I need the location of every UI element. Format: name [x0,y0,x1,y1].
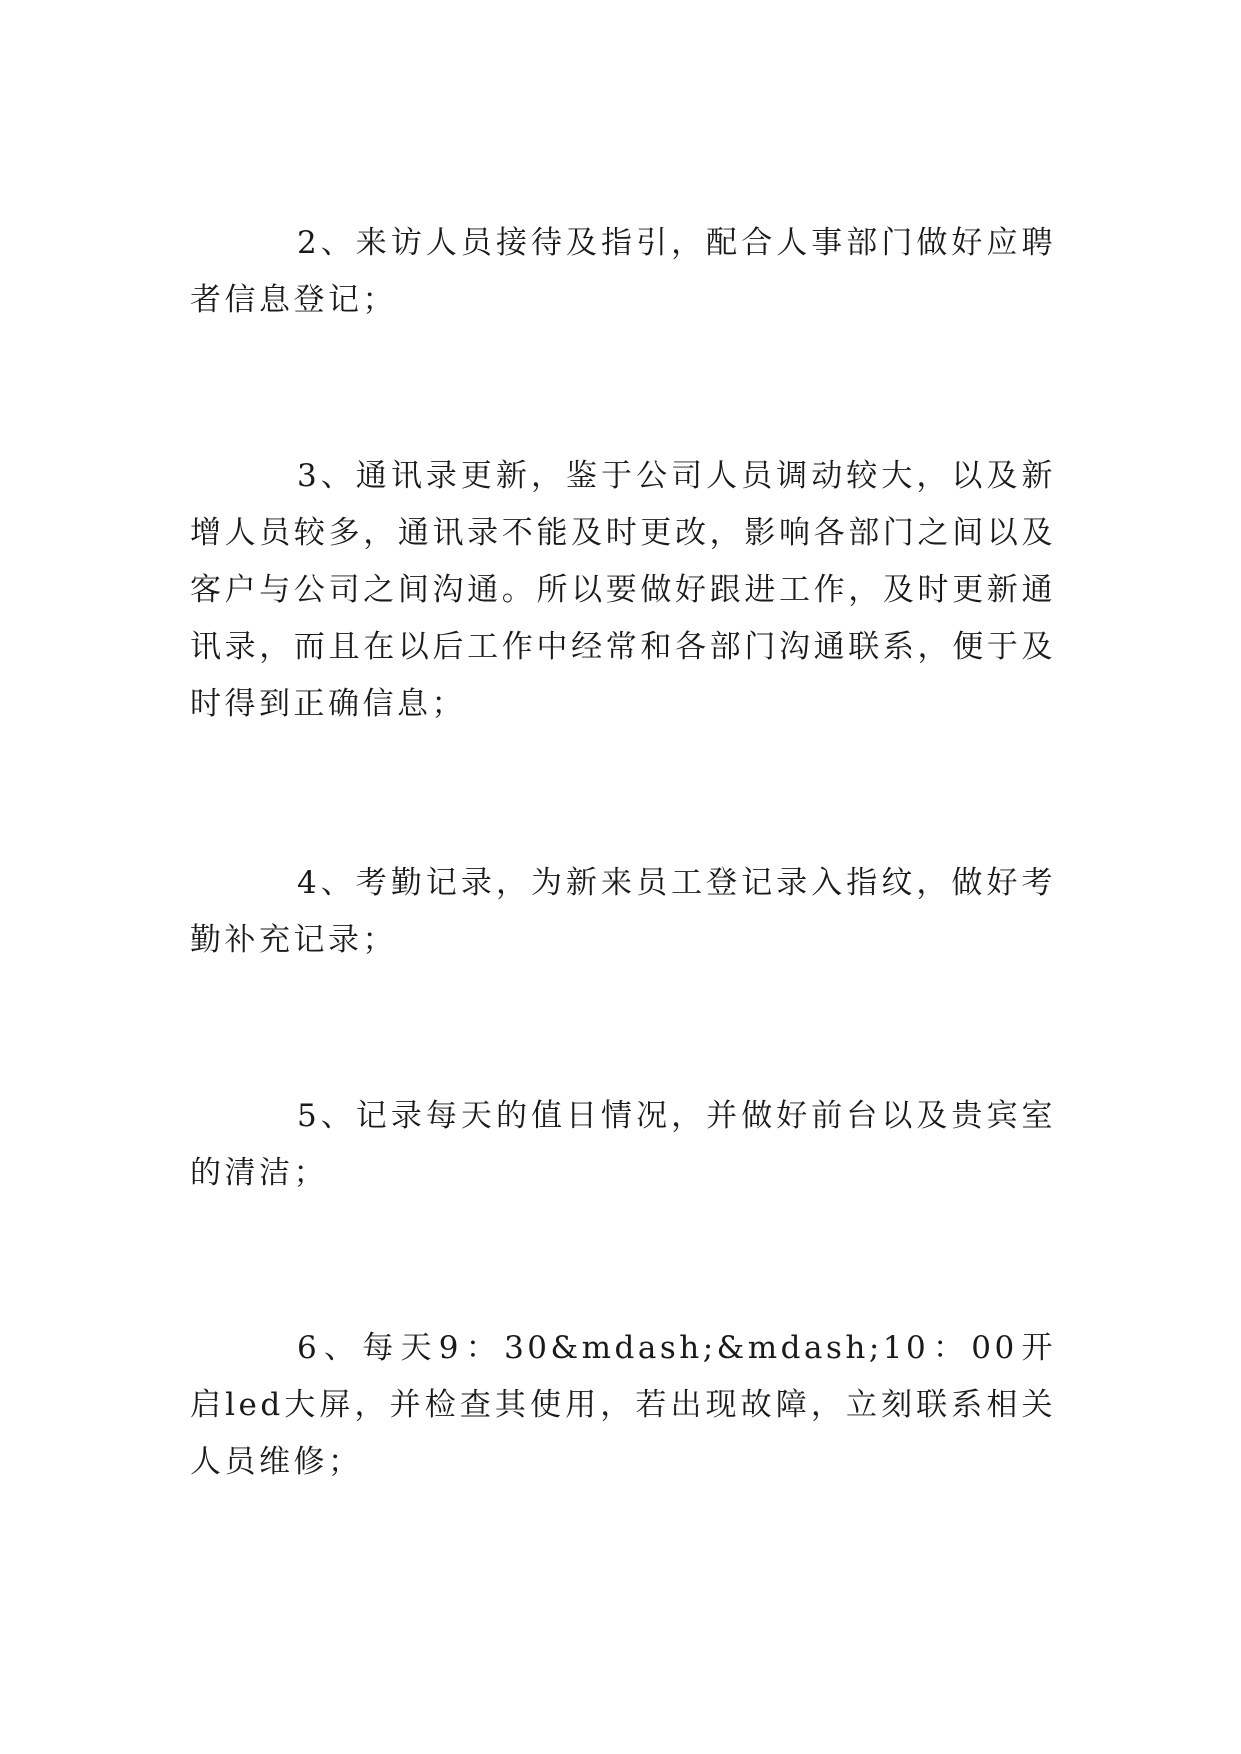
paragraph-item-6: 6、每天9：30&mdash;&mdash;10：00开启led大屏，并检查其使用，若出现故障，立刻联系相关人员维修； [190,1330,1056,1480]
paragraph-item-2: 2、来访人员接待及指引，配合人事部门做好应聘者信息登记； [190,225,1056,318]
paragraph-item-5: 5、记录每天的值日情况，并做好前台以及贵宾室的清洁； [190,1098,1056,1191]
paragraph-item-3: 3、通讯录更新，鉴于公司人员调动较大，以及新增人员较多，通讯录不能及时更改，影响各部门之间以及客户与公司之间沟通。所以要做好跟进工作，及时更新通讯录，而且在以后工作中经常和各部门沟通联系，便于及时得到正确信息； [190,458,1056,722]
paragraph-item-4: 4、考勤记录，为新来员工登记录入指纹，做好考勤补充记录； [190,865,1056,958]
